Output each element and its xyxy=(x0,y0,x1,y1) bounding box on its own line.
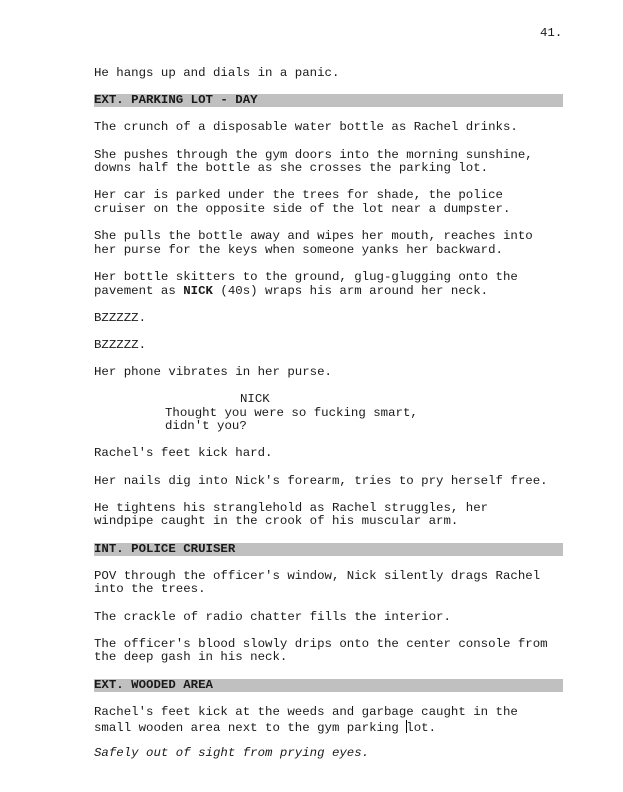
action-line: her purse for the keys when someone yanks her backward. xyxy=(94,243,503,257)
action-line: BZZZZZ. xyxy=(94,311,147,325)
action-line xyxy=(94,285,564,299)
action-text: (40s) wraps his arm around her neck. xyxy=(212,284,489,298)
character-intro-nick: NICK xyxy=(183,284,213,298)
action-text: lot. xyxy=(406,721,437,735)
action-line[interactable] xyxy=(94,720,564,736)
action-line-italic: Safely out of sight from prying eyes. xyxy=(94,746,370,760)
action-line: the deep gash in his neck. xyxy=(94,650,288,664)
dialogue-line: Thought you were so fucking smart, xyxy=(165,406,418,420)
action-line: POV through the officer's window, Nick silently drags Rachel xyxy=(94,569,541,583)
action-line: cruiser on the opposite side of the lot near a dumpster. xyxy=(94,202,511,216)
action-line: BZZZZZ. xyxy=(94,338,147,352)
action-line: Her phone vibrates in her purse. xyxy=(94,365,332,379)
scene-heading-wooded-area: EXT. WOODED AREA xyxy=(94,679,563,692)
action-line: The crackle of radio chatter fills the interior. xyxy=(94,610,451,624)
scene-heading-police-cruiser: INT. POLICE CRUISER xyxy=(94,543,563,556)
action-line: Rachel's feet kick hard. xyxy=(94,446,273,460)
action-line: windpipe caught in the crook of his muscular arm. xyxy=(94,514,459,528)
action-line: He tightens his stranglehold as Rachel struggles, her xyxy=(94,501,489,515)
scene-heading-parking-lot: EXT. PARKING LOT - DAY xyxy=(94,94,563,107)
action-line: Rachel's feet kick at the weeds and garbage caught in the xyxy=(94,705,518,719)
action-line: He hangs up and dials in a panic. xyxy=(94,66,340,80)
action-line: She pushes through the gym doors into the morning sunshine, xyxy=(94,148,533,162)
dialogue-line: didn't you? xyxy=(165,419,247,433)
action-line: Her car is parked under the trees for shade, the police xyxy=(94,188,503,202)
character-cue-nick: NICK xyxy=(240,392,270,406)
action-line: into the trees. xyxy=(94,582,206,596)
action-line: Her nails dig into Nick's forearm, tries to pry herself free. xyxy=(94,474,548,488)
action-line: Her bottle skitters to the ground, glug-glugging onto the xyxy=(94,270,518,284)
action-line: downs half the bottle as she crosses the parking lot. xyxy=(94,161,489,175)
action-text: small wooden area next to the gym parking xyxy=(94,721,407,735)
action-line: She pulls the bottle away and wipes her mouth, reaches into xyxy=(94,229,533,243)
page-number: 41. xyxy=(540,26,563,40)
action-line: The crunch of a disposable water bottle as Rachel drinks. xyxy=(94,120,518,134)
action-line: The officer's blood slowly drips onto the center console from xyxy=(94,637,548,651)
action-text: pavement as xyxy=(94,284,184,298)
